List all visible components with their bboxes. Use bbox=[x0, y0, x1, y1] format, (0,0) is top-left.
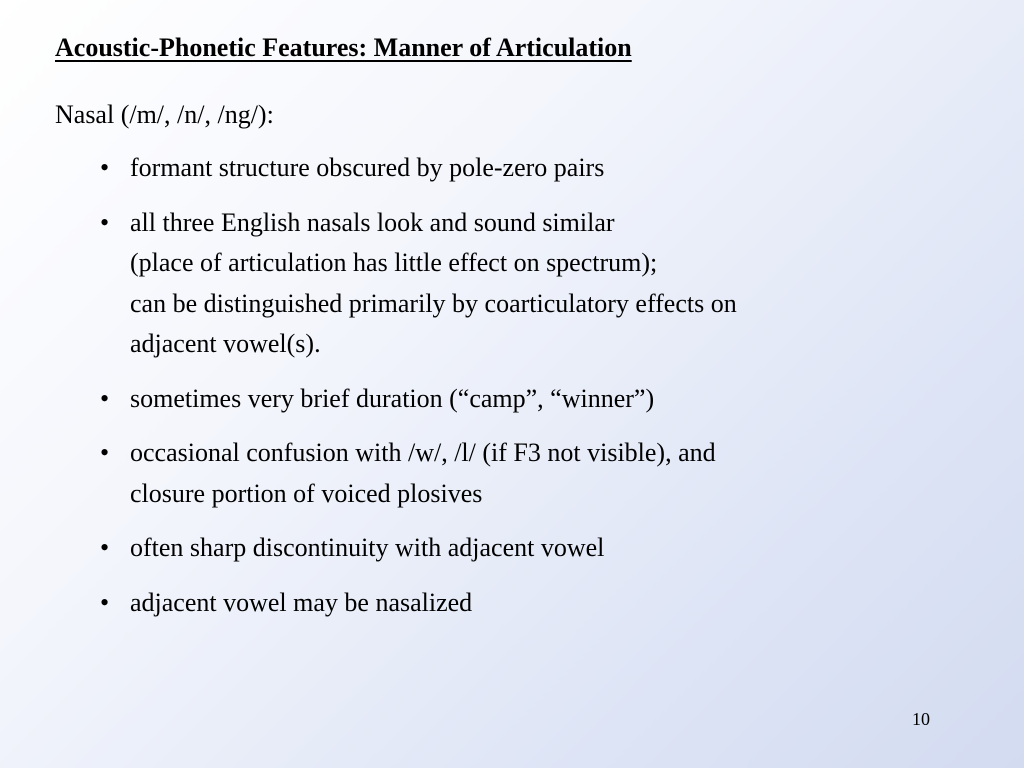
bullet-line: (place of articulation has little effect on spectrum); bbox=[130, 248, 658, 277]
bullet-item bbox=[100, 583, 980, 624]
bullet-icon: • bbox=[100, 533, 110, 562]
bullet-icon: • bbox=[100, 153, 110, 182]
bullet-icon: • bbox=[100, 207, 110, 237]
bullet-line: adjacent vowel may be nasalized bbox=[130, 587, 473, 617]
bullet-line: adjacent vowel(s). bbox=[130, 329, 321, 358]
bullet-text bbox=[130, 528, 980, 569]
bullet-icon: • bbox=[100, 383, 110, 413]
bullet-line: can be distinguished primarily by coarticulatory effects on bbox=[130, 288, 737, 318]
bullet-list bbox=[100, 148, 980, 637]
bullet-line: sometimes very brief duration (“camp”, “winner”) bbox=[130, 383, 655, 413]
page-number: 10 bbox=[912, 709, 930, 729]
bullet-item bbox=[100, 433, 980, 514]
bullet-item bbox=[100, 203, 980, 365]
bullet-icon: • bbox=[100, 438, 110, 467]
bullet-text bbox=[130, 148, 980, 189]
bullet-item bbox=[100, 528, 980, 569]
bullet-line: closure portion of voiced plosives bbox=[130, 478, 483, 508]
bullet-text bbox=[130, 433, 980, 514]
bullet-line: often sharp discontinuity with adjacent vowel bbox=[130, 533, 605, 562]
bullet-line: formant structure obscured by pole-zero pairs bbox=[130, 153, 605, 182]
bullet-line: all three English nasals look and sound similar bbox=[130, 207, 615, 237]
intro-heading: Nasal (/m/, /n/, /ng/): bbox=[55, 100, 274, 129]
bullet-line: occasional confusion with /w/, /l/ (if F3 not visible), and bbox=[130, 438, 716, 467]
bullet-text bbox=[130, 203, 980, 365]
bullet-text bbox=[130, 379, 980, 420]
bullet-text bbox=[130, 583, 980, 624]
bullet-item bbox=[100, 148, 980, 189]
slide-title: Acoustic-Phonetic Features: Manner of Articulation bbox=[55, 33, 632, 62]
bullet-icon: • bbox=[100, 587, 110, 617]
bullet-item bbox=[100, 379, 980, 420]
